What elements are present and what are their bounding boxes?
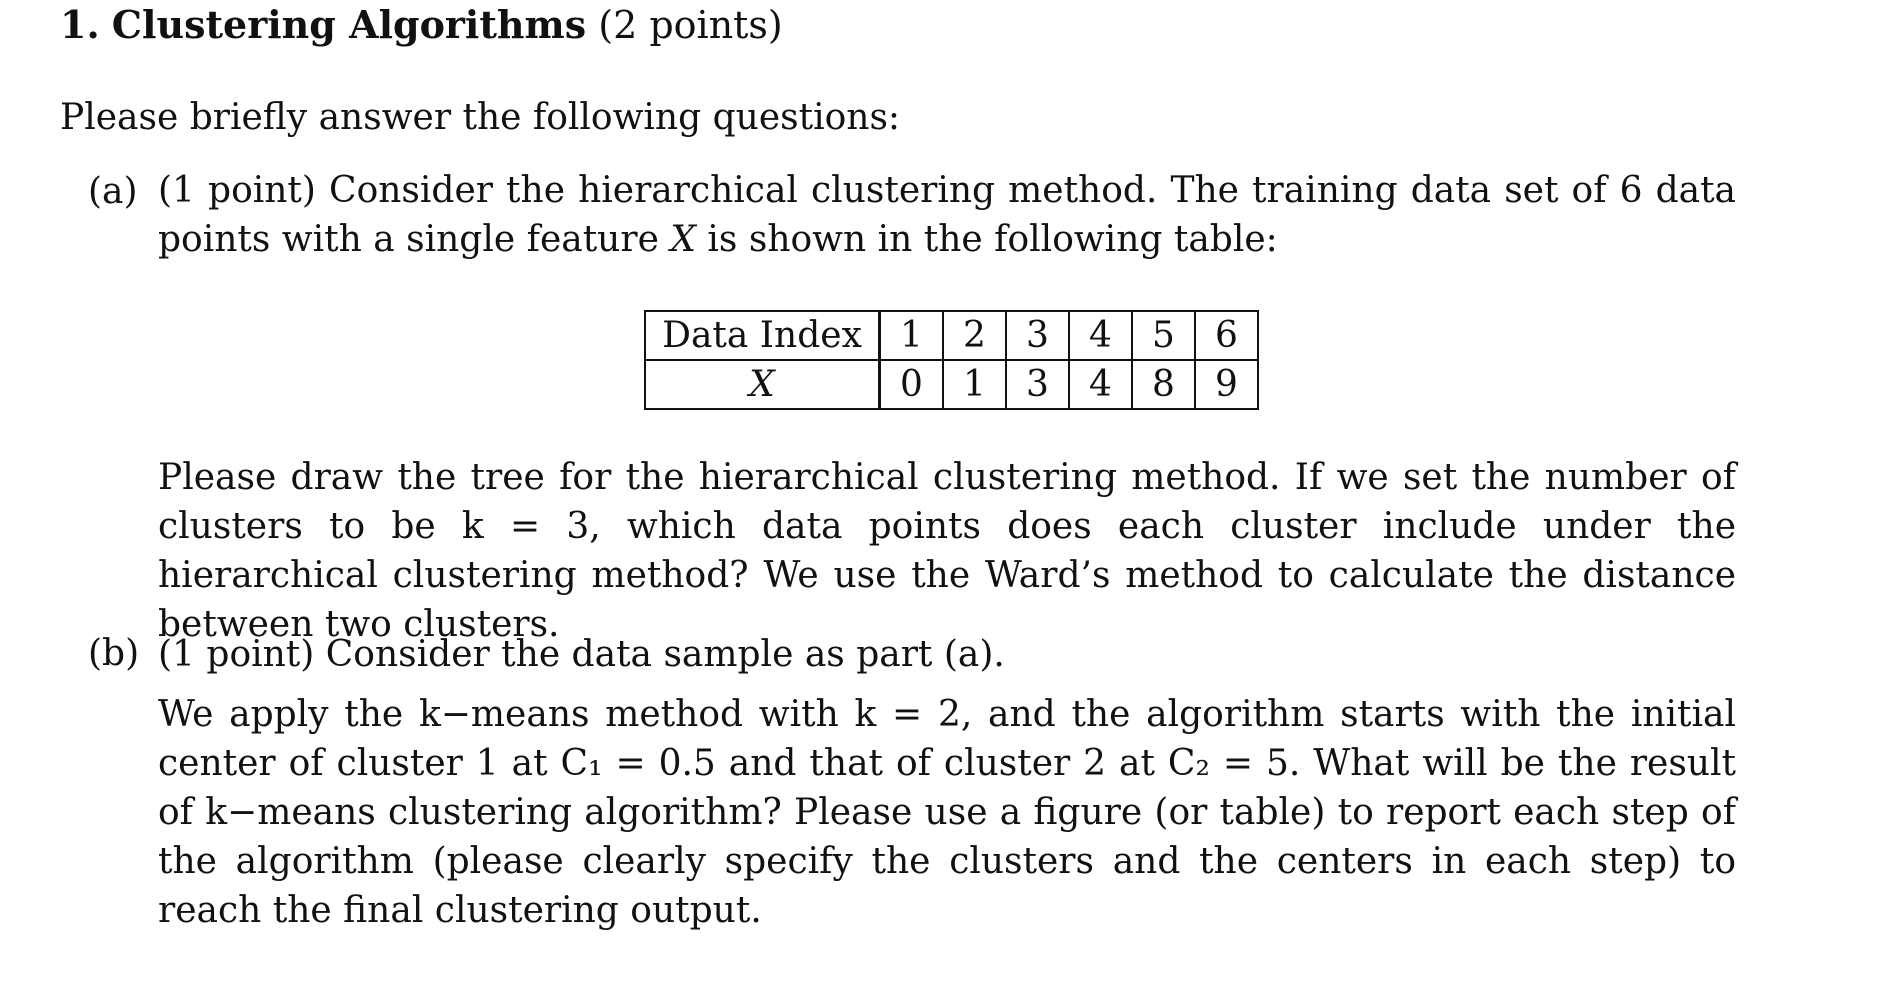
index-cell: 3 [1006,311,1069,360]
part-b-body: We apply the k−means method with k = 2, and the algorithm starts with the initial center of cluster 1 at C₁ = 0.5 and that of cluster 2 at C₂ = 5. What will be the result of k−means clustering algorithm? Please use a figure (or table) to report each step of the algorithm (please clearly specify the clusters and the centers in each step) to reach the final clustering output. [158,694,1736,931]
index-cell: 4 [1069,311,1132,360]
row-header-x: X [645,360,880,409]
index-cell: 2 [943,311,1006,360]
section-title: Clustering Algorithms [111,2,587,47]
index-cell: 1 [880,311,944,360]
x-value-cell: 8 [1132,360,1195,409]
data-table [644,310,1259,410]
table-row-index [645,311,1258,360]
part-b-label: (b) [88,633,140,674]
x-value-cell: 1 [943,360,1006,409]
part-a-question-pre: (1 point) Consider the hierarchical clustering method. The training data set of 6 data points with a single feature [158,170,1736,260]
part-a-followup: Please draw the tree for the hierarchical clustering method. If we set the number of clusters to be k = 3, which data points does each cluster include under the hierarchical clustering method? We use the Ward’s method to calculate the distance between two clusters. [158,457,1736,645]
part-b-intro: (1 point) Consider the data sample as part (a). [158,634,1005,675]
part-a-question-post: is shown in the following table: [695,219,1278,260]
feature-symbol: X [670,219,696,260]
x-value-cell: 3 [1006,360,1069,409]
section-number: 1. [60,2,100,47]
x-value-cell: 4 [1069,360,1132,409]
table-row-x [645,360,1258,409]
index-cell: 6 [1195,311,1258,360]
index-cell: 5 [1132,311,1195,360]
part-a-label: (a) [88,171,138,212]
x-value-cell: 9 [1195,360,1258,409]
intro-text: Please briefly answer the following questions: [60,97,901,138]
section-heading [60,2,783,48]
row-header-data-index: Data Index [645,311,880,360]
section-points: (2 points) [598,3,783,47]
part-a-question [158,166,1736,264]
x-value-cell: 0 [880,360,944,409]
